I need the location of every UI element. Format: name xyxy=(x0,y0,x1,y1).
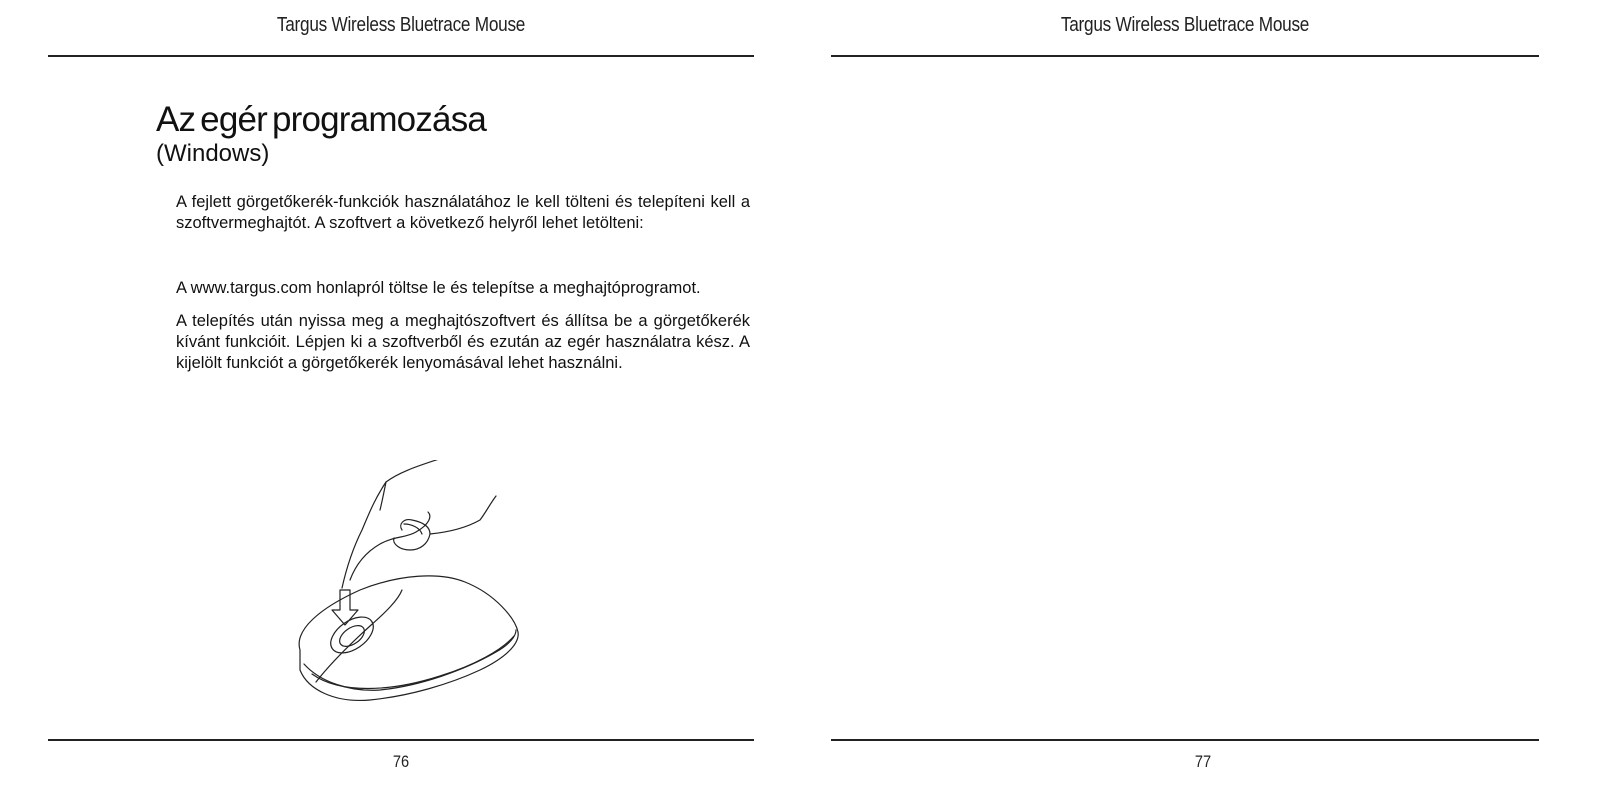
hand-pressing-mouse-scroll-wheel-illustration xyxy=(290,460,540,720)
paragraph-download-url: A www.targus.com honlapról töltse le és telepítse a meghajtóprogramot. xyxy=(176,279,701,297)
pointing-finger xyxy=(342,460,448,588)
footer-divider xyxy=(831,739,1539,741)
mouse-side-line xyxy=(312,636,514,689)
page-header-title: Targus Wireless Bluetrace Mouse xyxy=(1060,14,1310,36)
section-subtitle: (Windows) xyxy=(156,140,270,167)
header-divider xyxy=(831,55,1539,57)
paragraph-download-intro: A fejlett görgetőkerék-funkciók használatához le kell tölteni és telepíteni kell a szoftvermeghajtót. A szoftvert a következő helyről lehet letölteni: xyxy=(176,193,750,232)
paragraph-setup-instructions: A telepítés után nyissa meg a meghajtószoftvert és állítsa be a görgetőkerék kívánt funkcióit. Lépjen ki a szoftverből és ezután az egér használatra kész. A kijelölt funkciót a görgetőkerék lenyomásával lehet használni. xyxy=(176,312,750,372)
page-header-title: Targus Wireless Bluetrace Mouse xyxy=(276,14,526,36)
page-number: 77 xyxy=(1194,752,1212,771)
page-number: 76 xyxy=(392,752,410,771)
section-title: Az egér programozása xyxy=(156,100,487,139)
mouse-button-split xyxy=(316,590,402,682)
right-page xyxy=(800,0,1600,800)
press-arrow xyxy=(332,590,358,625)
header-divider xyxy=(48,55,754,57)
footer-divider xyxy=(48,739,754,741)
mouse-lower-edge xyxy=(304,630,516,690)
